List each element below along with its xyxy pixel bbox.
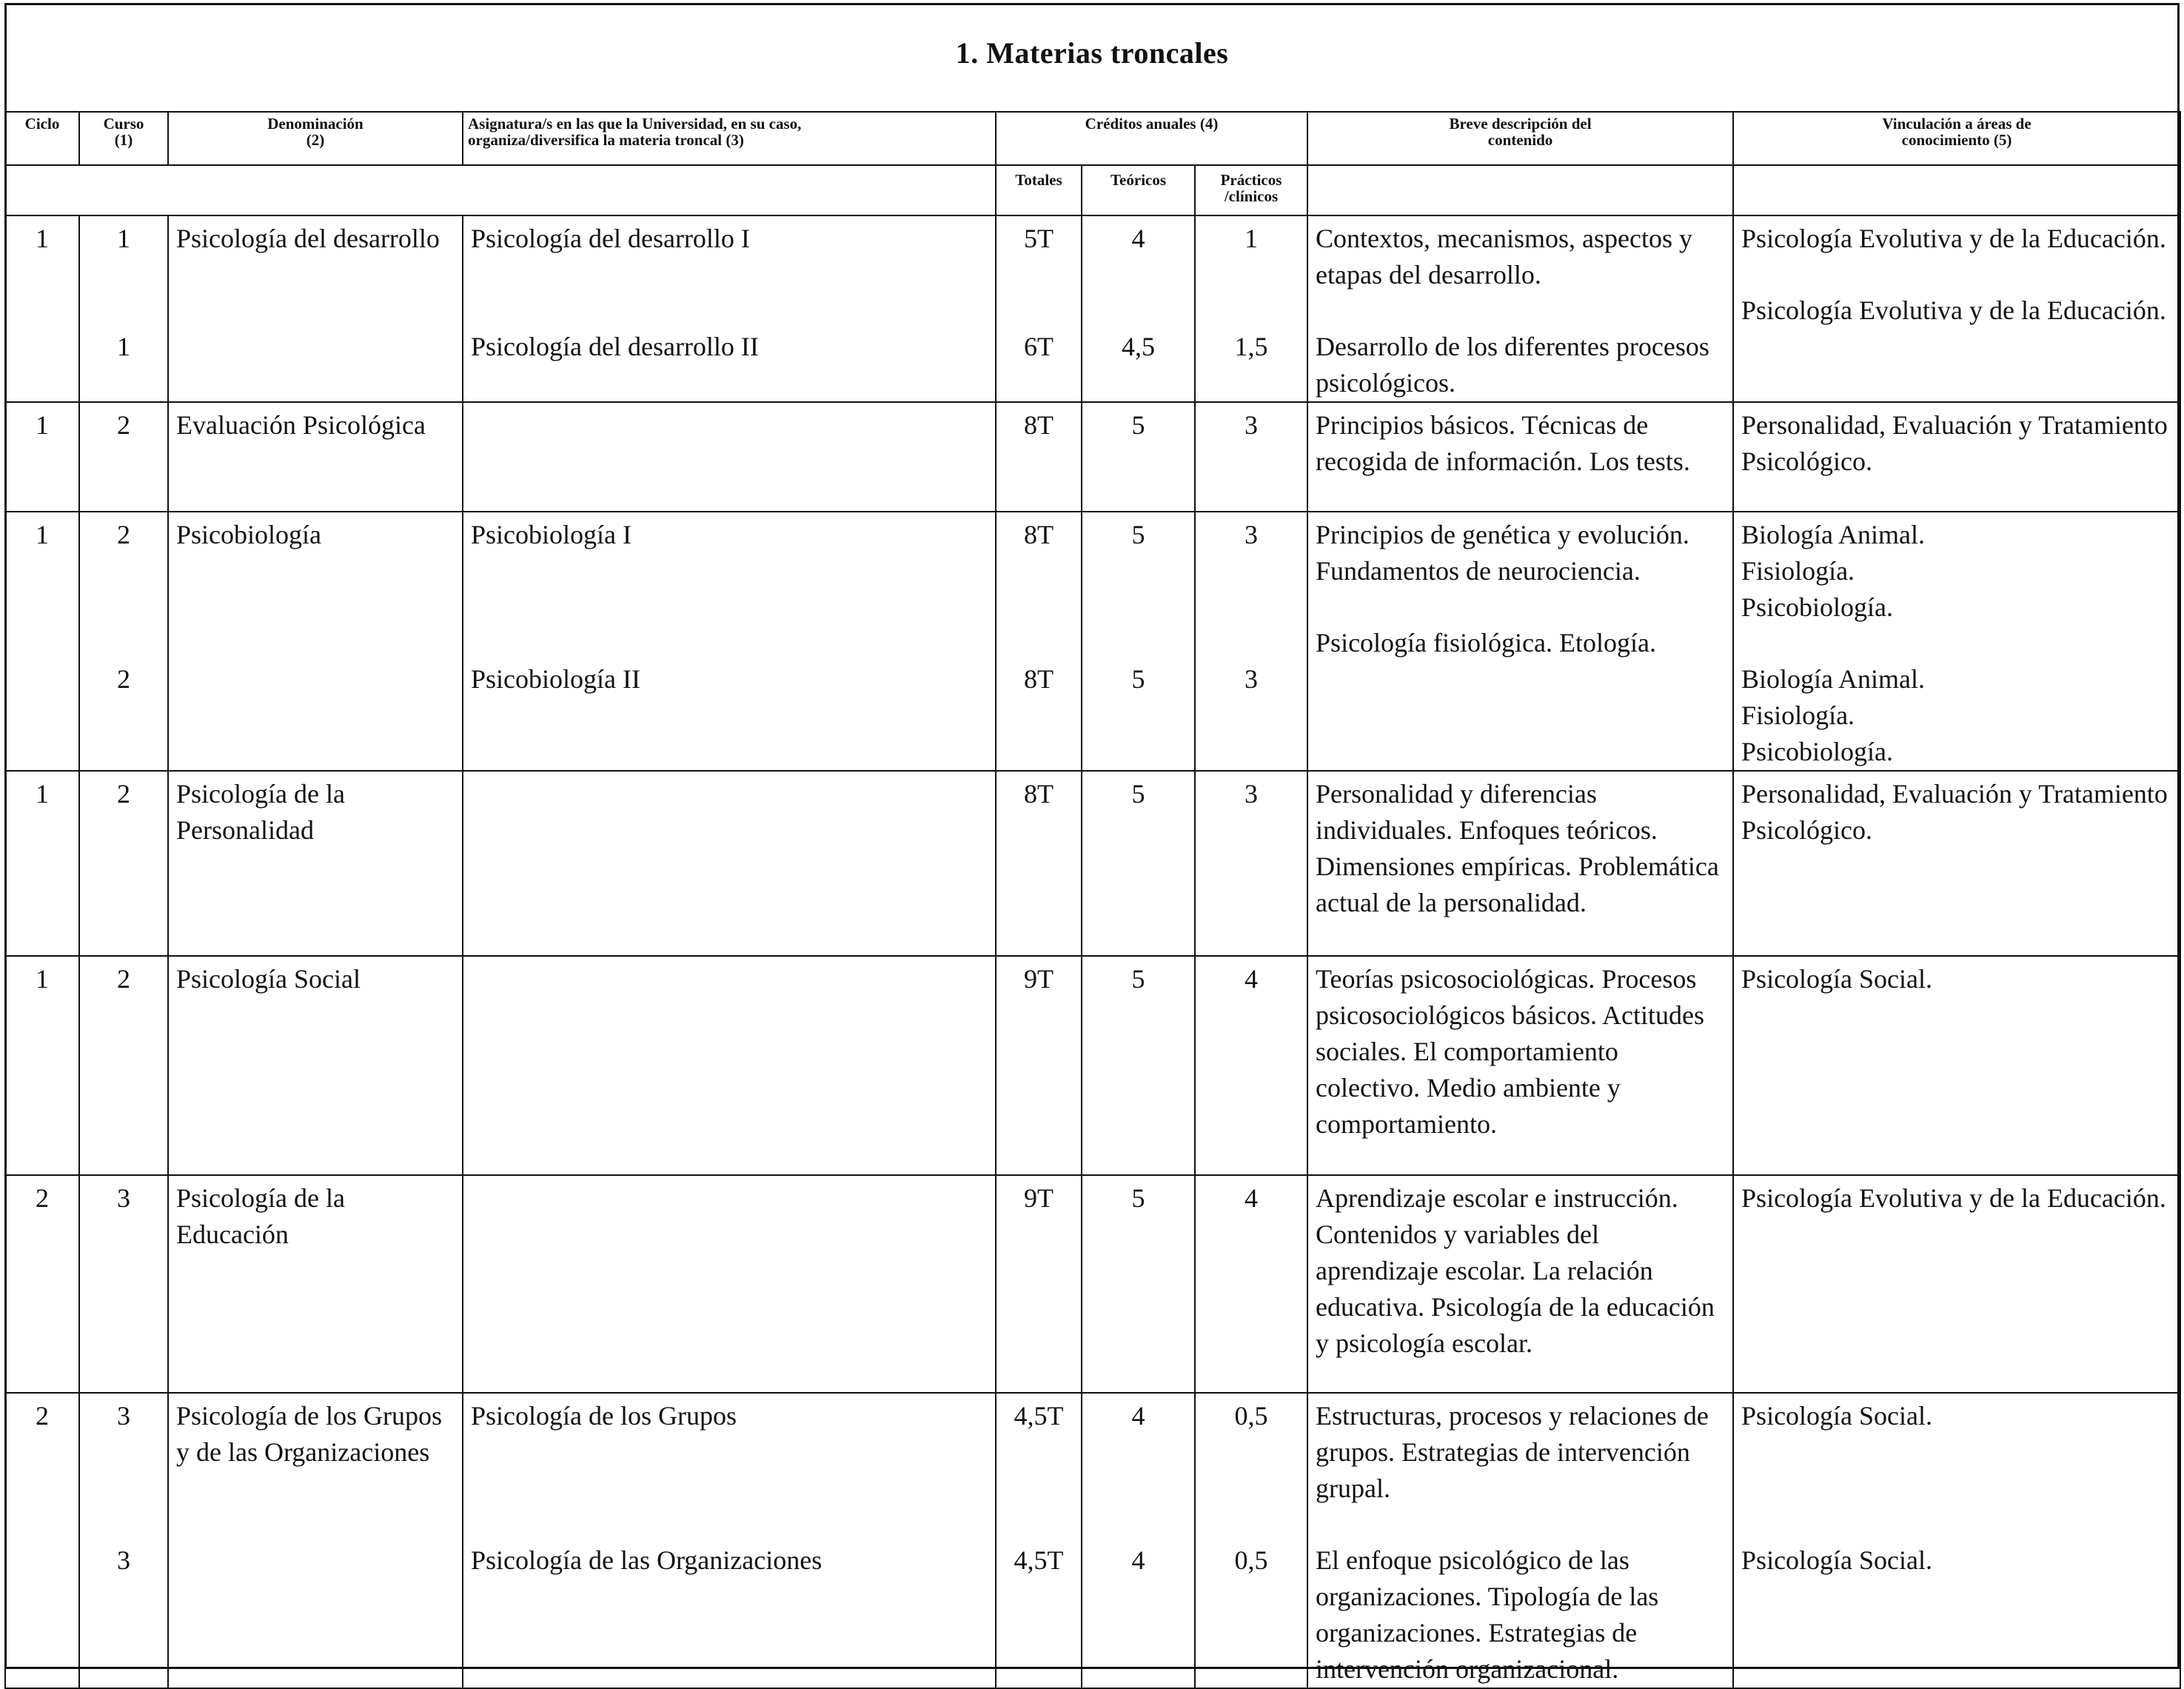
asignatura-cell (463, 1393, 996, 1688)
ciclo-cell: 1 (5, 771, 79, 956)
denominacion-cell: Evaluación Psicológica (168, 402, 463, 512)
denominacion-cell: Psicología de los Grupos y de las Organizaciones (168, 1393, 463, 1688)
teoricos-value: 5 (1131, 520, 1145, 549)
teoricos-value: 4 (1131, 224, 1145, 253)
header-vinculacion-line2: conocimiento (5) (1901, 131, 2012, 149)
header-asignatura (463, 112, 996, 165)
practicos-cell: 4 (1195, 1175, 1307, 1393)
practicos-cell: 3 (1195, 402, 1307, 512)
teoricos-cell: 5 (1082, 1175, 1195, 1393)
header-descripcion-line1: Breve descripción del (1449, 115, 1592, 133)
subheader-row (5, 165, 2180, 215)
practicos-cell (1195, 512, 1307, 771)
totales-cell: 9T (996, 956, 1082, 1175)
practicos-value: 3 (1245, 520, 1259, 549)
totales-value: 4,5T (1014, 1401, 1064, 1431)
practicos-value: 1 (1245, 224, 1259, 253)
asignatura-value: Psicología de las Organizaciones (471, 1545, 823, 1575)
practicos-value: 3 (1245, 664, 1259, 694)
totales-cell: 9T (996, 1175, 1082, 1393)
curso-cell (79, 215, 168, 402)
curso-cell: 3 (79, 1175, 168, 1393)
header-descripcion (1307, 112, 1733, 165)
denominacion-cell: Psicología del desarrollo (168, 215, 463, 402)
header-vinculacion-line1: Vinculación a áreas de (1882, 115, 2031, 133)
header-descripcion-line2: contenido (1487, 131, 1553, 149)
table-row (5, 1393, 2180, 1688)
teoricos-cell (1082, 215, 1195, 402)
asignatura-value: Psicología del desarrollo II (471, 332, 759, 361)
header-teoricos: Teóricos (1082, 165, 1195, 215)
vinculacion-value: Psicología Social. (1741, 1545, 1933, 1575)
descripcion-value: El enfoque psicológico de las organizaciones. Tipología de las organizaciones. Estrategias de intervención organizacional. (1316, 1545, 1659, 1684)
practicos-value: 0,5 (1234, 1545, 1268, 1575)
practicos-cell: 4 (1195, 956, 1307, 1175)
table-row (5, 512, 2180, 771)
header-curso-label: Curso (103, 115, 144, 133)
totales-cell (996, 215, 1082, 402)
vinculacion-value: Psicobiología. (1741, 592, 1894, 622)
subheader-blank-description (1307, 165, 1733, 215)
teoricos-cell: 5 (1082, 771, 1195, 956)
header-practicos-line1: Prácticos (1220, 171, 1282, 189)
teoricos-cell: 5 (1082, 956, 1195, 1175)
header-asignatura-line1: Asignatura/s en las que la Universidad, en su caso, (468, 115, 802, 133)
curso-value: 3 (117, 1401, 130, 1431)
curso-cell: 2 (79, 771, 168, 956)
totales-cell (996, 512, 1082, 771)
teoricos-cell: 5 (1082, 402, 1195, 512)
header-denominacion-label: Denominación (267, 115, 364, 133)
table-row (5, 1175, 2180, 1393)
header-ciclo: Ciclo (5, 112, 79, 165)
header-asignatura-line2: organiza/diversifica la materia troncal (3) (468, 131, 744, 149)
vinculacion-value: Fisiología. (1741, 700, 1855, 730)
header-denominacion (168, 112, 463, 165)
vinculacion-cell (1733, 215, 2180, 402)
totales-value: 6T (1024, 332, 1054, 361)
totales-cell: 8T (996, 771, 1082, 956)
vinculacion-cell (1733, 1393, 2180, 1688)
vinculacion-value: Psicología Evolutiva y de la Educación. (1741, 295, 2166, 325)
curso-cell: 2 (79, 402, 168, 512)
vinculacion-value: Biología Animal. (1741, 664, 1926, 694)
totales-value: 8T (1024, 520, 1054, 549)
denominacion-cell: Psicología Social (168, 956, 463, 1175)
vinculacion-value: Psicología Social. (1741, 1401, 1933, 1431)
asignatura-value: Psicología de los Grupos (471, 1401, 737, 1431)
totales-value: 8T (1024, 664, 1054, 694)
asignatura-value: Psicología del desarrollo I (471, 224, 750, 253)
curso-cell (79, 512, 168, 771)
curso-value: 3 (117, 1545, 130, 1575)
curso-cell: 2 (79, 956, 168, 1175)
descripcion-cell (1307, 1393, 1733, 1688)
ciclo-cell: 2 (5, 1393, 79, 1688)
practicos-cell: 3 (1195, 771, 1307, 956)
vinculacion-value: Psicología Evolutiva y de la Educación. (1741, 224, 2166, 253)
descripcion-cell: Aprendizaje escolar e instrucción. Contenidos y variables del aprendizaje escolar. La relación educativa. Psicología de la educación y psicología escolar. (1307, 1175, 1733, 1393)
descripcion-value: Principios de genética y evolución. Fundamentos de neurociencia. (1316, 520, 1689, 586)
descripcion-value: Psicología fisiológica. Etología. (1316, 628, 1656, 658)
totales-cell (996, 1393, 1082, 1688)
asignatura-cell (463, 771, 996, 956)
table-row (5, 956, 2180, 1175)
table-row (5, 215, 2180, 402)
header-practicos (1195, 165, 1307, 215)
vinculacion-cell: Personalidad, Evaluación y Tratamiento Psicológico. (1733, 771, 2180, 956)
header-vinculacion (1733, 112, 2180, 165)
asignatura-cell (463, 956, 996, 1175)
subheader-blank (5, 165, 996, 215)
denominacion-cell: Psicología de la Personalidad (168, 771, 463, 956)
vinculacion-value: Psicobiología. (1741, 737, 1894, 766)
curso-value: 1 (117, 224, 130, 253)
denominacion-cell: Psicología de la Educación (168, 1175, 463, 1393)
totales-value: 4,5T (1014, 1545, 1064, 1575)
header-totales: Totales (996, 165, 1082, 215)
descripcion-value: Estructuras, procesos y relaciones de grupos. Estrategias de intervención grupal. (1316, 1401, 1709, 1503)
descripcion-cell (1307, 215, 1733, 402)
teoricos-value: 4 (1131, 1401, 1145, 1431)
totales-cell: 8T (996, 402, 1082, 512)
subheader-blank-vinculacion (1733, 165, 2180, 215)
table-row (5, 771, 2180, 956)
asignatura-value: Psicobiología II (471, 664, 640, 694)
header-creditos: Créditos anuales (4) (996, 112, 1307, 165)
teoricos-value: 5 (1131, 664, 1145, 694)
vinculacion-value: Biología Animal. (1741, 520, 1926, 549)
curso-value: 2 (117, 664, 130, 694)
descripcion-value: Desarrollo de los diferentes procesos psicológicos. (1316, 332, 1709, 398)
denominacion-cell: Psicobiología (168, 512, 463, 771)
practicos-cell (1195, 1393, 1307, 1688)
asignatura-cell (463, 1175, 996, 1393)
vinculacion-cell: Personalidad, Evaluación y Tratamiento Psicológico. (1733, 402, 2180, 512)
teoricos-value: 4 (1131, 1545, 1145, 1575)
vinculacion-value: Fisiología. (1741, 556, 1855, 586)
descripcion-value: Contextos, mecanismos, aspectos y etapas del desarrollo. (1316, 224, 1692, 290)
header-practicos-line2: /clínicos (1224, 187, 1279, 205)
header-curso-note: (1) (114, 131, 133, 149)
ciclo-cell: 1 (5, 215, 79, 402)
ciclo-cell: 1 (5, 402, 79, 512)
table-row (5, 402, 2180, 512)
header-row (5, 112, 2180, 165)
totales-value: 5T (1024, 224, 1054, 253)
header-denominacion-note: (2) (306, 131, 325, 149)
curso-cell (79, 1393, 168, 1688)
teoricos-cell (1082, 512, 1195, 771)
ciclo-cell: 1 (5, 956, 79, 1175)
header-curso (79, 112, 168, 165)
descripcion-cell: Principios básicos. Técnicas de recogida de información. Los tests. (1307, 402, 1733, 512)
subjects-table (4, 111, 2181, 1689)
page-title: 1. Materias troncales (955, 36, 1229, 70)
descripcion-cell (1307, 512, 1733, 771)
descripcion-cell: Teorías psicosociológicas. Procesos psicosociológicos básicos. Actitudes sociales. El comportamiento colectivo. Medio ambiente y comportamiento. (1307, 956, 1733, 1175)
curso-value: 2 (117, 520, 130, 549)
asignatura-value: Psicobiología I (471, 520, 632, 549)
practicos-value: 1,5 (1234, 332, 1268, 361)
vinculacion-cell: Psicología Evolutiva y de la Educación. (1733, 1175, 2180, 1393)
descripcion-cell: Personalidad y diferencias individuales. Enfoques teóricos. Dimensiones empíricas. Problemática actual de la personalidad. (1307, 771, 1733, 956)
teoricos-cell (1082, 1393, 1195, 1688)
vinculacion-cell (1733, 512, 2180, 771)
document-page (4, 3, 2180, 1684)
teoricos-value: 4,5 (1122, 332, 1155, 361)
curso-value: 1 (117, 332, 130, 361)
ciclo-cell: 1 (5, 512, 79, 771)
asignatura-cell (463, 512, 996, 771)
practicos-value: 0,5 (1234, 1401, 1268, 1431)
ciclo-cell: 2 (5, 1175, 79, 1393)
practicos-cell (1195, 215, 1307, 402)
asignatura-cell (463, 402, 996, 512)
vinculacion-cell: Psicología Social. (1733, 956, 2180, 1175)
asignatura-cell (463, 215, 996, 402)
